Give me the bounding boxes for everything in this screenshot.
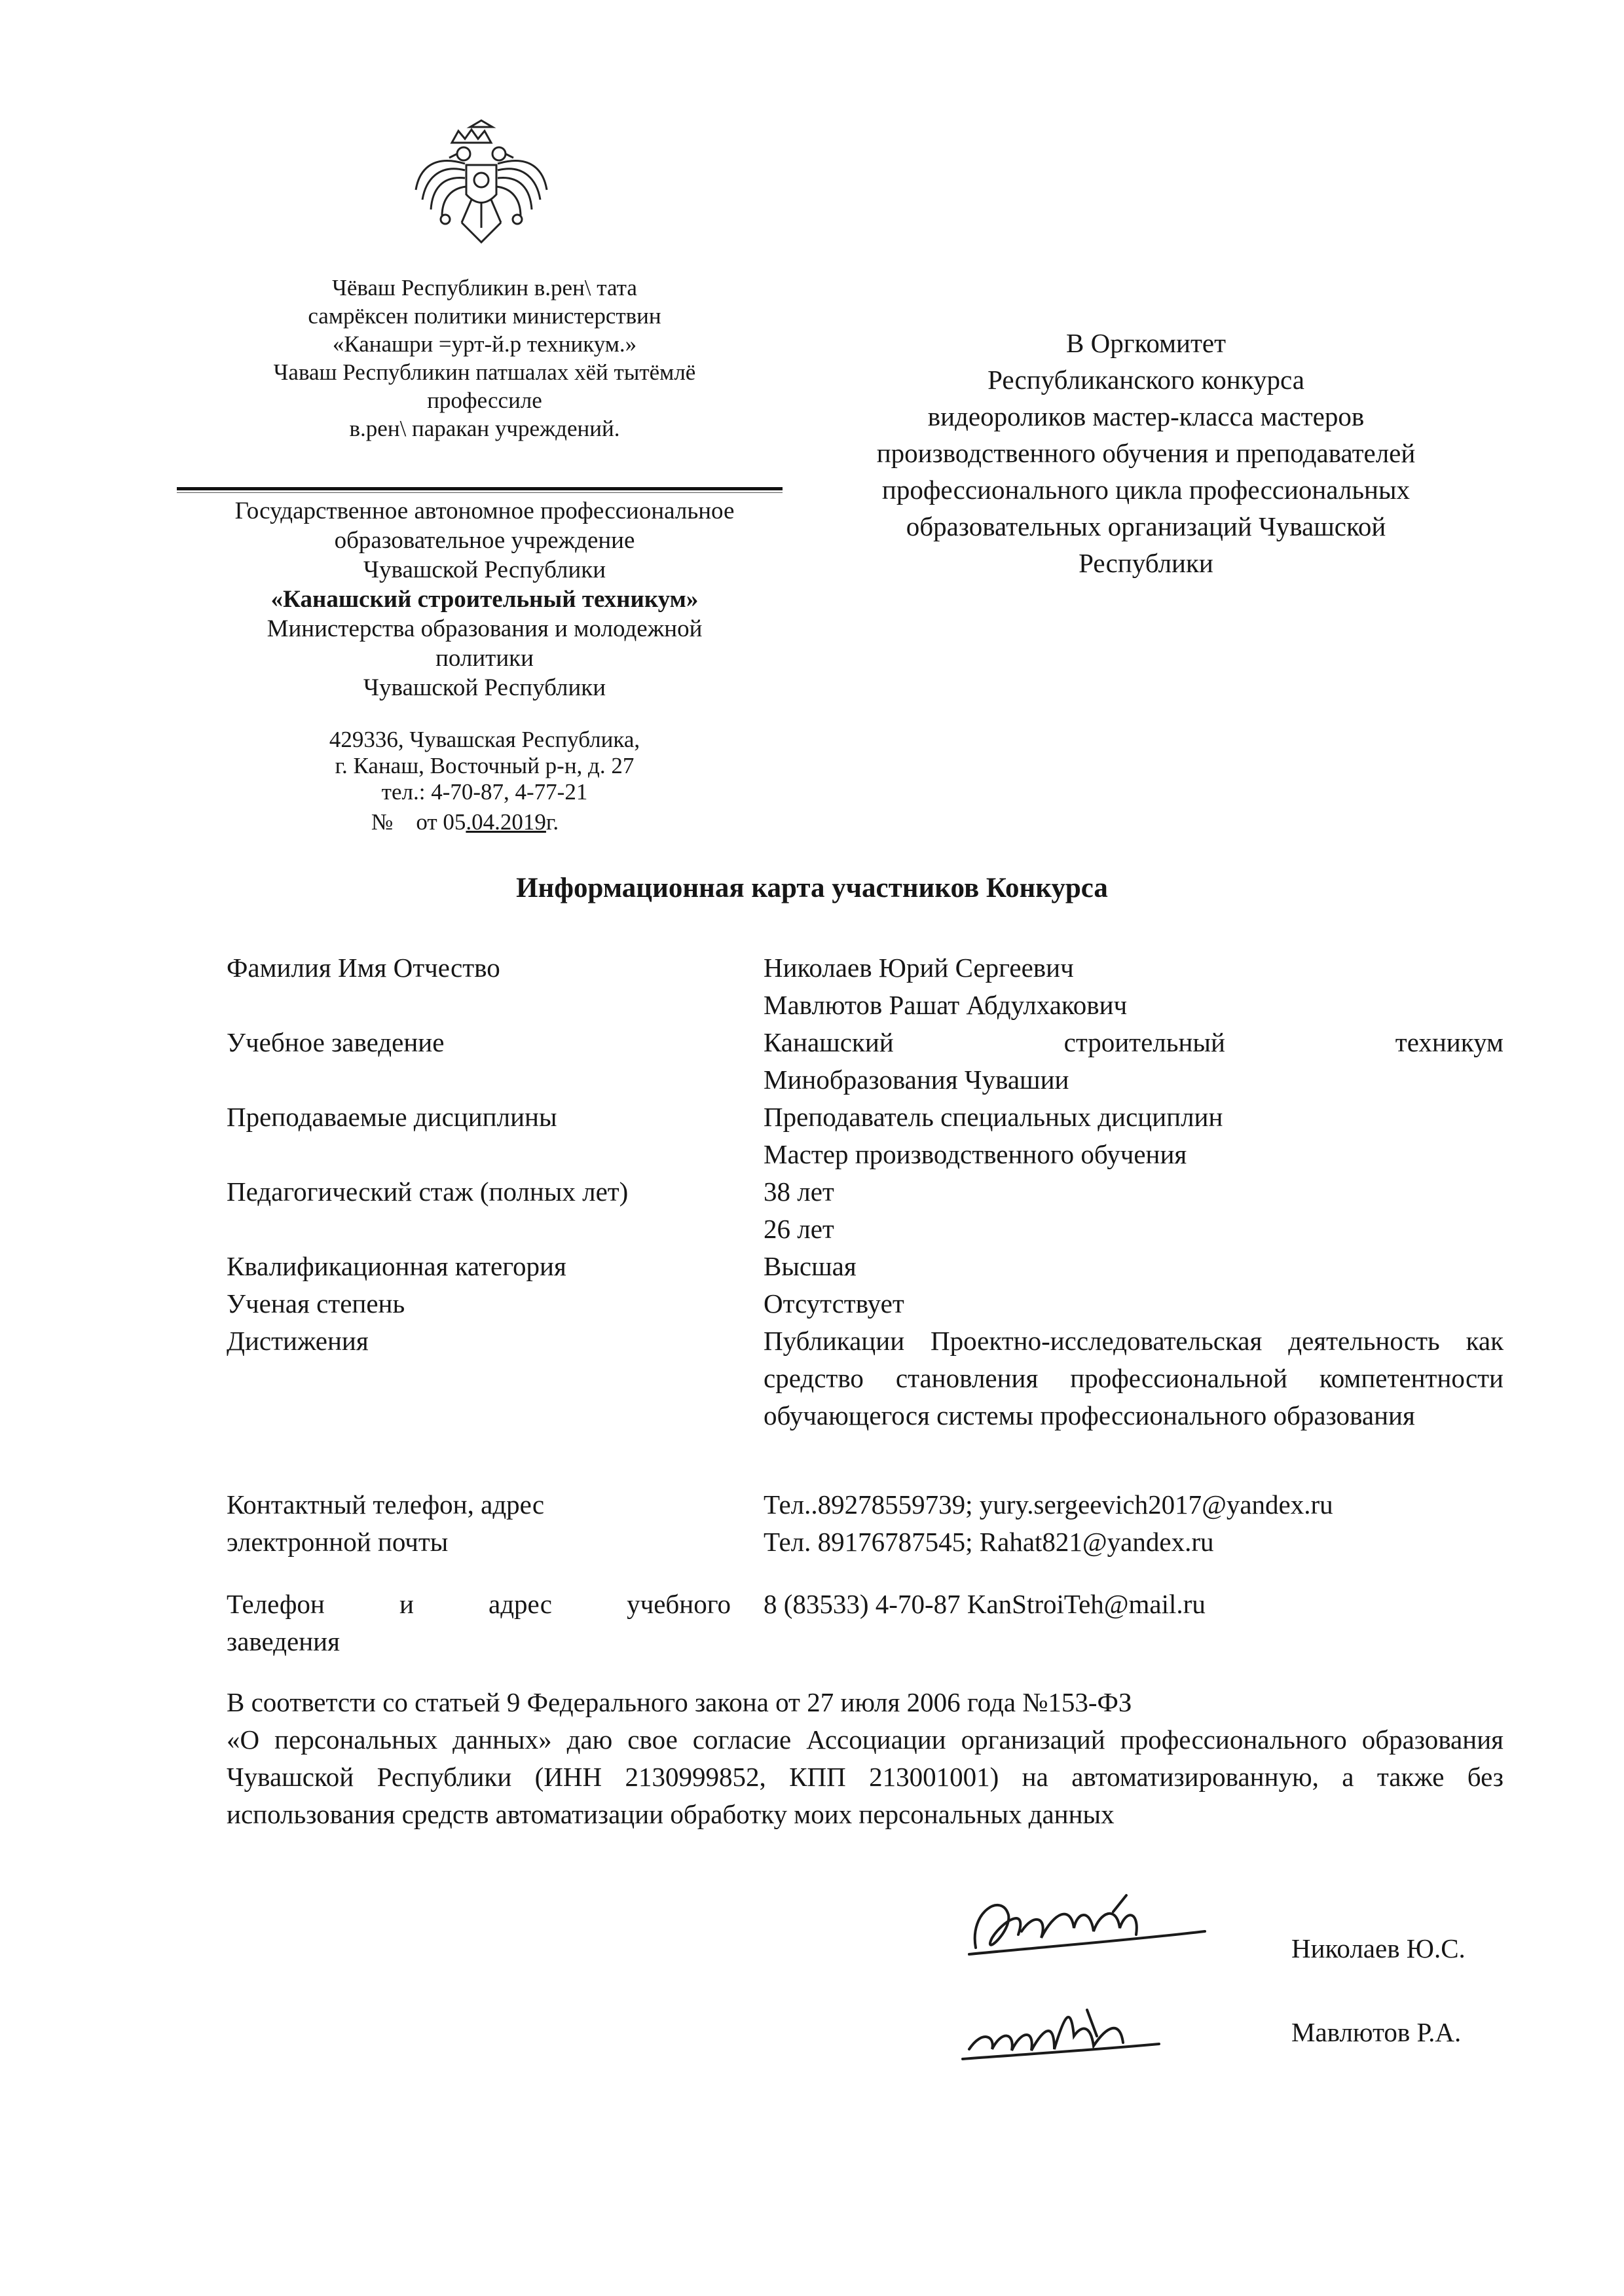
coat-of-arms-icon xyxy=(406,118,557,255)
label-line: заведения xyxy=(227,1626,340,1656)
letterhead-russian xyxy=(170,496,799,702)
contact-line-1: Тел..89278559739; yury.sergeevich2017@yandex.ru xyxy=(764,1489,1333,1520)
value-achievements: Публикации Проектно-исследовательская деятельность как средство становления профессиональной компетентности обучающегося системы профессионального образования xyxy=(764,1326,1504,1430)
recipient-block xyxy=(753,325,1539,581)
recipient-line: Республиканского конкурса xyxy=(987,365,1304,395)
value-line: 26 лет xyxy=(764,1214,834,1244)
letterhead-chuvash-line: Чёваш Республикин в.рен\ тата xyxy=(332,275,637,301)
letterhead-divider xyxy=(177,487,783,490)
value-line: Минобразования Чувашии xyxy=(764,1065,1069,1095)
label-category: Квалификационная категория xyxy=(227,1251,566,1281)
consent-rest: «О персональных данных» даю свое согласие Ассоциации организаций профессионального образования Чувашской Республики (ИНН 2130999852, КПП 213001001) на автоматизированную, а также без использования средств автоматизации обработку моих персональных данных xyxy=(227,1724,1504,1829)
letterhead-line: Чувашской Республики xyxy=(363,674,606,701)
letterhead-line: Чувашской Республики xyxy=(363,556,606,583)
recipient-line: производственного обучения и преподавателей xyxy=(876,438,1416,468)
letterhead-line: политики xyxy=(435,645,534,672)
value-fio xyxy=(764,949,1504,1024)
letterhead-chuvash-line: Чаваш Республикин патшалах хёй тытёмлё xyxy=(273,359,696,385)
letterhead-chuvash-line: «Канашри =урт-й.р техникум.» xyxy=(332,331,637,357)
document-title: Информационная карта участников Конкурса xyxy=(516,873,1108,903)
value-school-contacts: 8 (83533) 4-70-87 KanStroiTeh@mail.ru xyxy=(764,1589,1206,1619)
value-experience xyxy=(764,1173,1504,1248)
recipient-line: Республики xyxy=(1079,548,1213,578)
label-line: электронной почты xyxy=(227,1527,449,1557)
consent-paragraph xyxy=(227,1684,1504,1833)
recipient-line: В Оргкомитет xyxy=(1066,328,1226,358)
contact-line-2: Тел. 89176787545; Rahat821@yandex.ru xyxy=(764,1527,1214,1557)
letterhead-chuvash-line: профессиле xyxy=(427,388,542,413)
address-block xyxy=(196,727,773,835)
value-disciplines xyxy=(764,1099,1504,1173)
letterhead-line: Министерства образования и молодежной xyxy=(267,615,703,642)
label-school: Учебное заведение xyxy=(227,1027,445,1057)
letterhead-line: образовательное учреждение xyxy=(334,527,635,554)
label-achievements: Дистижения xyxy=(227,1326,369,1356)
label-contacts xyxy=(227,1486,731,1561)
recipient-line: видеороликов мастер-класса мастеров xyxy=(927,401,1365,431)
recipient-line: профессионального цикла профессиональных xyxy=(881,475,1411,505)
outgoing-number-date xyxy=(196,809,773,835)
recipient-line: образовательных организаций Чувашской xyxy=(906,511,1386,541)
label-fio: Фамилия Имя Отчество xyxy=(227,953,500,983)
value-line: 38 лет xyxy=(764,1176,834,1207)
label-school-contacts xyxy=(227,1586,731,1660)
letterhead-chuvash-line: самрёксен политики министерствин xyxy=(308,303,661,329)
letterhead-chuvash-line: в.рен\ паракан учреждений. xyxy=(349,416,620,441)
consent-line-1: В соответсти со статьей 9 Федерального закона от 27 июля 2006 года №153-ФЗ xyxy=(227,1687,1132,1717)
date-suffix: г. xyxy=(545,809,559,835)
value-category: Высшая xyxy=(764,1251,857,1281)
signature-name-2: Мавлютов Р.А. xyxy=(1291,2017,1462,2047)
value-school xyxy=(764,1024,1504,1099)
address-line: г. Канаш, Восточный р-н, д. 27 xyxy=(335,753,635,778)
letterhead-chuvash xyxy=(196,274,773,443)
organization-name: «Канашский строительный техникум» xyxy=(270,586,699,613)
value-line: Николаев Юрий Сергеевич xyxy=(764,953,1074,983)
value-line: Преподаватель специальных дисциплин xyxy=(764,1102,1223,1132)
value-line: Мавлютов Рашат Абдулхакович xyxy=(764,990,1128,1020)
signature-name-1: Николаев Ю.С. xyxy=(1291,1933,1466,1963)
phone-line: тел.: 4-70-87, 4-77-21 xyxy=(381,779,588,805)
value-contacts xyxy=(764,1486,1504,1561)
label-line: Контактный телефон, адрес xyxy=(227,1489,545,1520)
letterhead-line: Государственное автономное профессиональное xyxy=(234,498,735,524)
letterhead-divider-thin xyxy=(177,492,783,493)
label-line: Телефон и адрес учебного xyxy=(227,1589,731,1619)
label-degree: Ученая степень xyxy=(227,1288,405,1319)
value-line: Канашский строительный техникум xyxy=(764,1027,1504,1057)
label-disciplines: Преподаваемые дисциплины xyxy=(227,1102,557,1132)
signature-2-icon xyxy=(956,1990,1166,2069)
value-line: Мастер производственного обучения xyxy=(764,1139,1187,1169)
label-experience: Педагогический стаж (полных лет) xyxy=(227,1176,629,1207)
address-line: 429336, Чувашская Республика, xyxy=(329,727,640,752)
number-prefix: № от 05 xyxy=(371,809,466,835)
value-degree: Отсутствует xyxy=(764,1288,904,1319)
signature-1-icon xyxy=(956,1886,1218,1971)
date-underlined: .04.2019 xyxy=(466,809,546,835)
